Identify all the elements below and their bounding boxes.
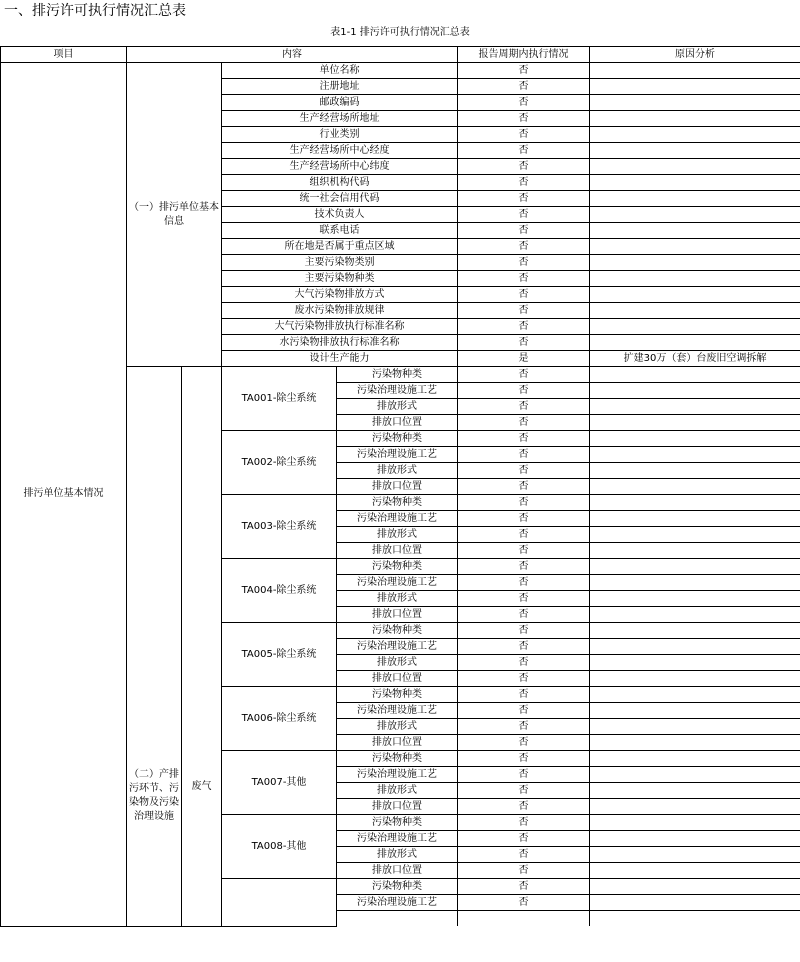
status-cell: 否 [458, 463, 590, 479]
system-item-name: 污染物种类 [337, 367, 458, 383]
system-item-name: 排放形式 [337, 399, 458, 415]
reason-cell [590, 767, 800, 783]
reason-cell: 扩建30万（套）台废旧空调拆解 [590, 351, 800, 367]
system-item-name: 排放口位置 [337, 799, 458, 815]
system-item-name: 排放形式 [337, 591, 458, 607]
system-name: TA004-除尘系统 [222, 559, 337, 623]
reason-cell [590, 607, 800, 623]
section2-sub: 废气 [182, 367, 222, 927]
status-cell: 否 [458, 479, 590, 495]
reason-cell [590, 575, 800, 591]
reason-cell [590, 79, 800, 95]
status-cell: 否 [458, 191, 590, 207]
status-cell: 否 [458, 511, 590, 527]
status-cell: 否 [458, 319, 590, 335]
system-item-name: 排放口位置 [337, 415, 458, 431]
status-cell: 否 [458, 207, 590, 223]
reason-cell [590, 735, 800, 751]
status-cell: 否 [458, 575, 590, 591]
system-item-name: 污染物种类 [337, 879, 458, 895]
status-cell: 否 [458, 95, 590, 111]
system-item-name: 污染治理设施工艺 [337, 703, 458, 719]
info-item-name: 行业类别 [222, 127, 458, 143]
system-item-name: 排放形式 [337, 527, 458, 543]
reason-cell [590, 479, 800, 495]
info-item-name: 组织机构代码 [222, 175, 458, 191]
system-item-name: 污染治理设施工艺 [337, 767, 458, 783]
system-item-name: 排放形式 [337, 783, 458, 799]
status-cell: 否 [458, 127, 590, 143]
status-cell: 否 [458, 399, 590, 415]
status-cell: 否 [458, 159, 590, 175]
reason-cell [590, 671, 800, 687]
info-item-name: 统一社会信用代码 [222, 191, 458, 207]
info-item-name: 生产经营场所中心经度 [222, 143, 458, 159]
system-item-name: 污染物种类 [337, 559, 458, 575]
page-heading: 一、排污许可执行情况汇总表 [4, 3, 186, 19]
section2-label: （二）产排污环节、污染物及污染治理设施 [127, 367, 182, 927]
status-cell: 否 [458, 735, 590, 751]
status-cell [458, 911, 590, 927]
status-cell: 否 [458, 383, 590, 399]
status-cell: 否 [458, 751, 590, 767]
reason-cell [590, 591, 800, 607]
status-cell: 否 [458, 111, 590, 127]
status-cell: 否 [458, 239, 590, 255]
status-cell: 否 [458, 175, 590, 191]
table-row [1, 63, 800, 79]
status-cell: 否 [458, 79, 590, 95]
reason-cell [590, 623, 800, 639]
info-item-name: 主要污染物类别 [222, 255, 458, 271]
reason-cell [590, 431, 800, 447]
system-item-name: 污染治理设施工艺 [337, 511, 458, 527]
system-item-name: 排放形式 [337, 655, 458, 671]
status-cell: 否 [458, 415, 590, 431]
category-cell: 排污单位基本情况 [1, 63, 127, 927]
reason-cell [590, 815, 800, 831]
system-name: TA005-除尘系统 [222, 623, 337, 687]
status-cell: 否 [458, 63, 590, 79]
table-header-row [1, 47, 800, 63]
system-item-name: 排放口位置 [337, 863, 458, 879]
system-item-name: 排放口位置 [337, 607, 458, 623]
info-item-name: 水污染物排放执行标准名称 [222, 335, 458, 351]
system-item-name: 污染物种类 [337, 815, 458, 831]
reason-cell [590, 239, 800, 255]
reason-cell [590, 783, 800, 799]
system-item-name: 排放形式 [337, 463, 458, 479]
reason-cell [590, 255, 800, 271]
system-item-name: 污染物种类 [337, 623, 458, 639]
info-item-name: 大气污染物排放执行标准名称 [222, 319, 458, 335]
info-item-name: 生产经营场所地址 [222, 111, 458, 127]
status-cell: 否 [458, 863, 590, 879]
reason-cell [590, 191, 800, 207]
system-name: TA008-其他 [222, 815, 337, 879]
reason-cell [590, 319, 800, 335]
summary-table [0, 46, 800, 927]
status-cell: 否 [458, 303, 590, 319]
reason-cell [590, 847, 800, 863]
status-cell: 否 [458, 767, 590, 783]
table-caption: 表1-1 排污许可执行情况汇总表 [330, 27, 470, 38]
status-cell: 否 [458, 623, 590, 639]
reason-cell [590, 335, 800, 351]
reason-cell [590, 879, 800, 895]
system-item-name: 污染物种类 [337, 495, 458, 511]
reason-cell [590, 127, 800, 143]
status-cell: 否 [458, 143, 590, 159]
status-cell: 否 [458, 799, 590, 815]
status-cell: 否 [458, 671, 590, 687]
status-cell: 否 [458, 895, 590, 911]
info-item-name: 所在地是否属于重点区域 [222, 239, 458, 255]
reason-cell [590, 367, 800, 383]
reason-cell [590, 399, 800, 415]
status-cell: 否 [458, 223, 590, 239]
reason-cell [590, 383, 800, 399]
reason-cell [590, 159, 800, 175]
info-item-name: 设计生产能力 [222, 351, 458, 367]
system-item-name: 排放形式 [337, 847, 458, 863]
status-cell: 否 [458, 687, 590, 703]
reason-cell [590, 639, 800, 655]
header-status: 报告周期内执行情况 [458, 47, 590, 63]
reason-cell [590, 895, 800, 911]
status-cell: 否 [458, 831, 590, 847]
info-item-name: 生产经营场所中心纬度 [222, 159, 458, 175]
reason-cell [590, 447, 800, 463]
system-item-name: 污染治理设施工艺 [337, 383, 458, 399]
reason-cell [590, 207, 800, 223]
status-cell: 否 [458, 655, 590, 671]
status-cell: 否 [458, 543, 590, 559]
status-cell: 否 [458, 879, 590, 895]
reason-cell [590, 223, 800, 239]
status-cell: 否 [458, 447, 590, 463]
reason-cell [590, 687, 800, 703]
status-cell: 否 [458, 783, 590, 799]
status-cell: 是 [458, 351, 590, 367]
status-cell: 否 [458, 639, 590, 655]
reason-cell [590, 799, 800, 815]
status-cell: 否 [458, 367, 590, 383]
status-cell: 否 [458, 255, 590, 271]
reason-cell [590, 559, 800, 575]
status-cell: 否 [458, 495, 590, 511]
reason-cell [590, 271, 800, 287]
reason-cell [590, 63, 800, 79]
reason-cell [590, 863, 800, 879]
status-cell: 否 [458, 847, 590, 863]
system-item-name: 排放口位置 [337, 735, 458, 751]
reason-cell [590, 703, 800, 719]
system-name: TA001-除尘系统 [222, 367, 337, 431]
system-item-name: 排放形式 [337, 719, 458, 735]
info-item-name: 废水污染物排放规律 [222, 303, 458, 319]
header-reason: 原因分析 [590, 47, 800, 63]
system-item-name: 排放口位置 [337, 543, 458, 559]
status-cell: 否 [458, 559, 590, 575]
info-item-name: 邮政编码 [222, 95, 458, 111]
header-item: 项目 [1, 47, 127, 63]
reason-cell [590, 511, 800, 527]
system-item-name: 污染治理设施工艺 [337, 831, 458, 847]
system-item-name: 排放口位置 [337, 479, 458, 495]
status-cell: 否 [458, 271, 590, 287]
status-cell: 否 [458, 335, 590, 351]
system-item-name [337, 911, 458, 927]
reason-cell [590, 287, 800, 303]
status-cell: 否 [458, 591, 590, 607]
info-item-name: 单位名称 [222, 63, 458, 79]
reason-cell [590, 463, 800, 479]
info-item-name: 技术负责人 [222, 207, 458, 223]
system-item-name: 污染治理设施工艺 [337, 575, 458, 591]
info-item-name: 主要污染物种类 [222, 271, 458, 287]
system-item-name: 污染物种类 [337, 687, 458, 703]
system-name [222, 879, 337, 927]
system-name: TA006-除尘系统 [222, 687, 337, 751]
status-cell: 否 [458, 527, 590, 543]
reason-cell [590, 655, 800, 671]
reason-cell [590, 111, 800, 127]
reason-cell [590, 527, 800, 543]
table-body [1, 63, 800, 927]
reason-cell [590, 415, 800, 431]
status-cell: 否 [458, 719, 590, 735]
reason-cell [590, 911, 800, 927]
info-item-name: 大气污染物排放方式 [222, 287, 458, 303]
info-item-name: 注册地址 [222, 79, 458, 95]
status-cell: 否 [458, 703, 590, 719]
reason-cell [590, 543, 800, 559]
system-item-name: 污染物种类 [337, 431, 458, 447]
info-item-name: 联系电话 [222, 223, 458, 239]
system-item-name: 污染治理设施工艺 [337, 447, 458, 463]
reason-cell [590, 175, 800, 191]
system-item-name: 污染物种类 [337, 751, 458, 767]
status-cell: 否 [458, 815, 590, 831]
header-content: 内容 [127, 47, 458, 63]
system-name: TA003-除尘系统 [222, 495, 337, 559]
section1-label: （一）排污单位基本信息 [127, 63, 222, 367]
status-cell: 否 [458, 431, 590, 447]
reason-cell [590, 95, 800, 111]
system-item-name: 污染治理设施工艺 [337, 639, 458, 655]
reason-cell [590, 831, 800, 847]
status-cell: 否 [458, 287, 590, 303]
status-cell: 否 [458, 607, 590, 623]
system-name: TA007-其他 [222, 751, 337, 815]
reason-cell [590, 143, 800, 159]
reason-cell [590, 495, 800, 511]
system-item-name: 污染治理设施工艺 [337, 895, 458, 911]
system-item-name: 排放口位置 [337, 671, 458, 687]
system-name: TA002-除尘系统 [222, 431, 337, 495]
reason-cell [590, 303, 800, 319]
reason-cell [590, 751, 800, 767]
reason-cell [590, 719, 800, 735]
